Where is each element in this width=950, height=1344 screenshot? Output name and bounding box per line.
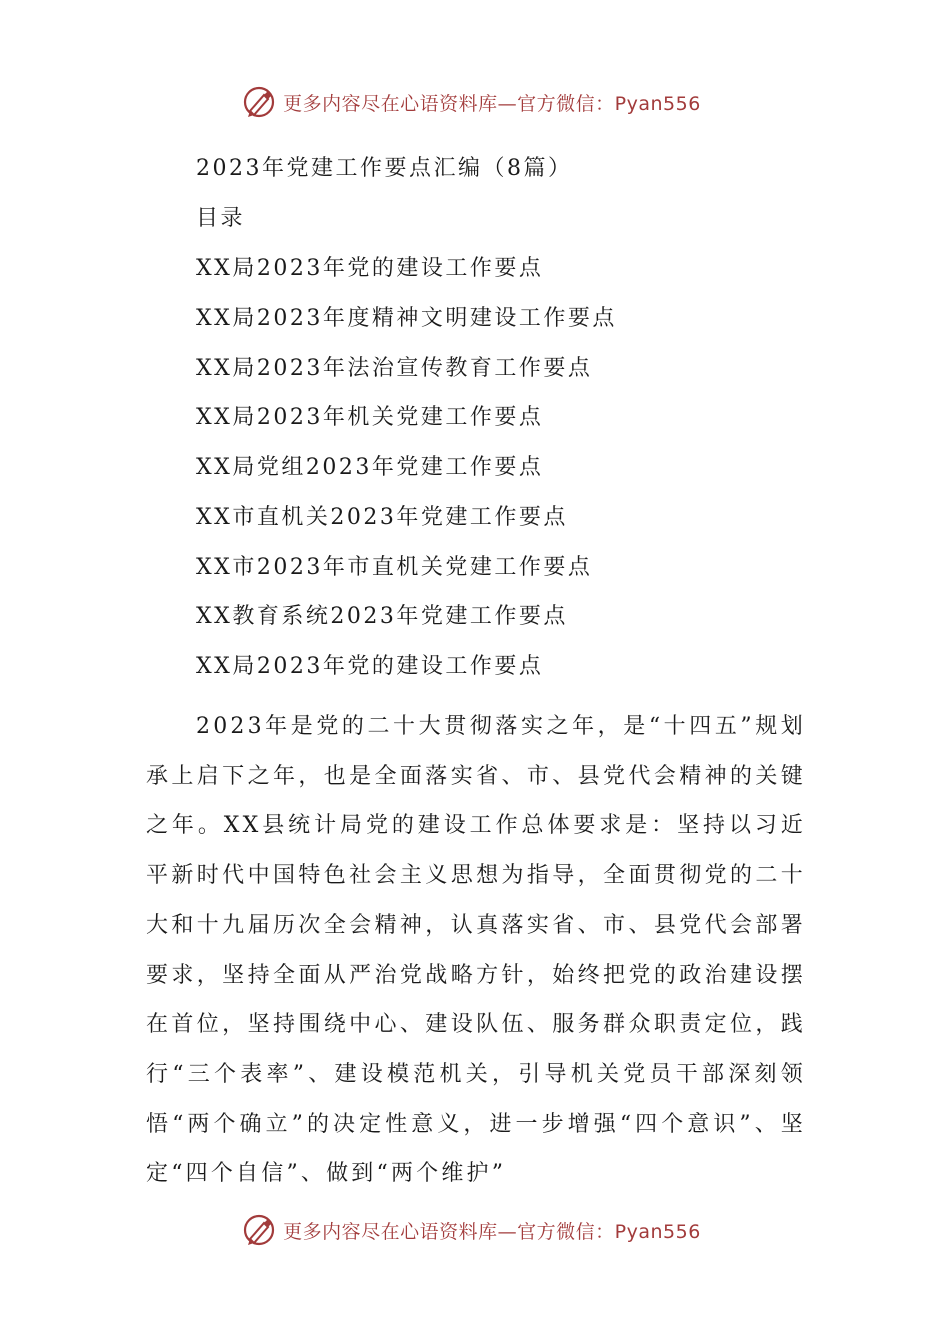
- banner-text: 更多内容尽在心语资料库—官方微信：Pyan556: [283, 1220, 701, 1243]
- toc-item: XX市直机关2023年党建工作要点: [196, 505, 568, 530]
- toc-item: XX局2023年机关党建工作要点: [196, 405, 544, 430]
- toc-item: XX局2023年法治宣传教育工作要点: [196, 356, 593, 381]
- toc-item: XX教育系统2023年党建工作要点: [196, 604, 568, 629]
- document-title: 2023年党建工作要点汇编（8篇）: [196, 156, 573, 181]
- header-banner: [0, 80, 950, 124]
- pen-logo-icon: [241, 1212, 277, 1248]
- toc-item: XX局2023年度精神文明建设工作要点: [196, 306, 617, 331]
- banner-text: 更多内容尽在心语资料库—官方微信：Pyan556: [283, 92, 701, 115]
- footer-banner: [0, 1208, 950, 1252]
- section-title: XX局2023年党的建设工作要点: [196, 654, 544, 679]
- footer-banner-content: [241, 1212, 701, 1248]
- body-paragraph: 2023年是党的二十大贯彻落实之年，是“十四五”规划承上启下之年，也是全面落实省、市、县党代会精神的关键之年。XX县统计局党的建设工作总体要求是：坚持以习近平新时代中国特色社会主义思想为指导，全面贯彻党的二十大和十九届历次全会精神，认真落实省、市、县党代会部署要求，坚持全面从严治党战略方针，始终把党的政治建设摆在首位，坚持围绕中心、建设队伍、服务群众职责定位，践行“三个表率”、建设模范机关，引导机关党员干部深刻领悟“两个确立”的决定性意义，进一步增强“四个意识”、坚定“四个自信”、做到“两个维护”: [146, 714, 806, 1187]
- pen-logo-icon: [241, 84, 277, 120]
- toc-item: XX局2023年党的建设工作要点: [196, 256, 544, 281]
- toc-heading: 目录: [196, 206, 246, 231]
- wechat-id: Pyan556: [614, 1220, 701, 1243]
- header-banner-content: [241, 84, 701, 120]
- toc-item: XX市2023年市直机关党建工作要点: [196, 555, 593, 580]
- toc-item: XX局党组2023年党建工作要点: [196, 455, 544, 480]
- wechat-id: Pyan556: [614, 92, 701, 115]
